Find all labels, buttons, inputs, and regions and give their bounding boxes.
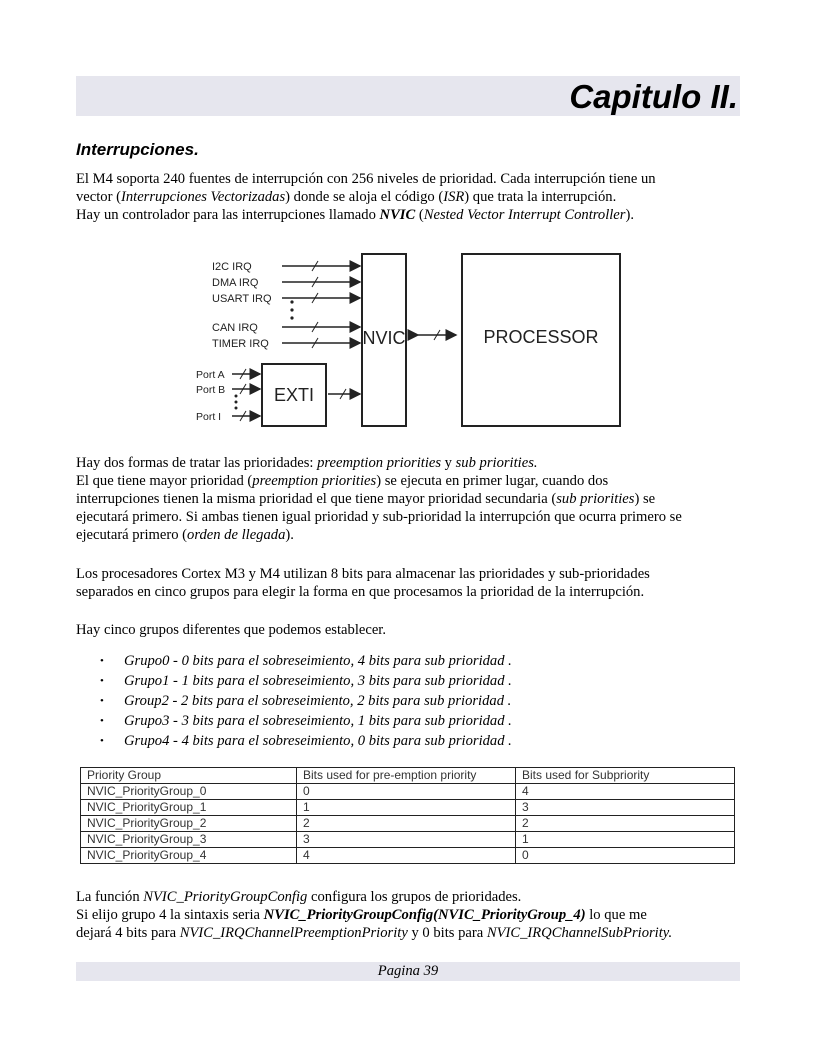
nvic-diagram [190, 246, 630, 432]
table-row: NVIC_PriorityGroup_1 1 3 [81, 800, 735, 816]
bullet-icon: • [100, 715, 104, 727]
table-row: NVIC_PriorityGroup_2 2 2 [81, 816, 735, 832]
input-label-usart: USART IRQ [212, 293, 272, 305]
table-header: Priority Group [81, 768, 297, 784]
nvic-label: NVIC [362, 328, 406, 348]
bullet-icon: • [100, 695, 104, 707]
chapter-title: Capitulo II. [569, 78, 738, 115]
table-header: Bits used for Subpriority [516, 768, 735, 784]
bullet-icon: • [100, 735, 104, 747]
groups-intro: Hay cinco grupos diferentes que podemos establecer. [76, 622, 387, 638]
bullet-icon: • [100, 675, 104, 687]
priorities-paragraph: Hay dos formas de tratar las prioridades: preemption priorities y sub priorities. El que tiene mayor prioridad (preemption priorities) se ejecuta en primer lugar, cuando dos interrupciones tienen la misma prioridad el que tiene mayor prioridad secundaria (sub priorities) se ejecutará primero. Si ambas tienen igual prioridad y sub-prioridad la interrupción que ocurra primero se ejecutará primero (orden de llegada). [76, 455, 682, 543]
input-label-dma: DMA IRQ [212, 277, 259, 289]
function-paragraph: La función NVIC_PriorityGroupConfig configura los grupos de prioridades. Si elijo grupo 4 la sintaxis seria NVIC_PriorityGroupConfig(NVIC_PriorityGroup_4) lo que me dejará 4 bits para NVIC_IRQChannelPreemptionPriority y 0 bits para NVIC_IRQChannelSubPriority. [76, 889, 673, 941]
page-number: Pagina 39 [377, 963, 439, 979]
table-row: NVIC_PriorityGroup_0 0 4 [81, 784, 735, 800]
exti-label: EXTI [273, 385, 315, 405]
port-label-a: Port A [196, 369, 225, 381]
list-item: • Grupo0 - 0 bits para el sobreseimiento, 4 bits para sub prioridad . [100, 653, 512, 669]
section-title: Interrupciones. [76, 140, 199, 159]
input-label-timer: TIMER IRQ [212, 338, 269, 350]
intro-paragraph: El M4 soporta 240 fuentes de interrupción con 256 niveles de prioridad. Cada interrupción tiene un vector (Interrupciones Vectorizadas) donde se aloja el código (ISR) que trata la interrupción. Hay un controlador para las interrupciones llamado NVIC (Nested Vector Interrupt Controller). [76, 171, 656, 223]
port-label-b: Port B [196, 384, 226, 396]
page-footer [76, 962, 740, 981]
bullet-icon: • [100, 655, 104, 667]
list-item: • Grupo3 - 3 bits para el sobreseimiento, 1 bits para sub prioridad . [100, 713, 512, 729]
table-header-row [81, 768, 735, 784]
table-row: NVIC_PriorityGroup_3 3 1 [81, 832, 735, 848]
list-item: • Grupo4 - 4 bits para el sobreseimiento, 0 bits para sub prioridad . [100, 733, 512, 749]
priority-group-table [80, 767, 735, 864]
groups-list [100, 651, 512, 751]
port-label-i: Port I [196, 411, 222, 423]
input-label-can: CAN IRQ [212, 322, 258, 334]
list-item: • Grupo1 - 1 bits para el sobreseimiento, 3 bits para sub prioridad . [100, 673, 512, 689]
list-item: • Group2 - 2 bits para el sobreseimiento, 2 bits para sub prioridad . [100, 693, 512, 709]
table-header: Bits used for pre-emption priority [297, 768, 516, 784]
table-row: NVIC_PriorityGroup_4 4 0 [81, 848, 735, 864]
chapter-header [76, 76, 740, 116]
input-label-i2c: I2C IRQ [212, 261, 252, 273]
processor-label: PROCESSOR [483, 327, 599, 347]
cortex-paragraph: Los procesadores Cortex M3 y M4 utilizan 8 bits para almacenar las prioridades y sub-prioridades separados en cinco grupos para elegir la forma en que procesamos la prioridad de la interrupción. [76, 566, 650, 600]
